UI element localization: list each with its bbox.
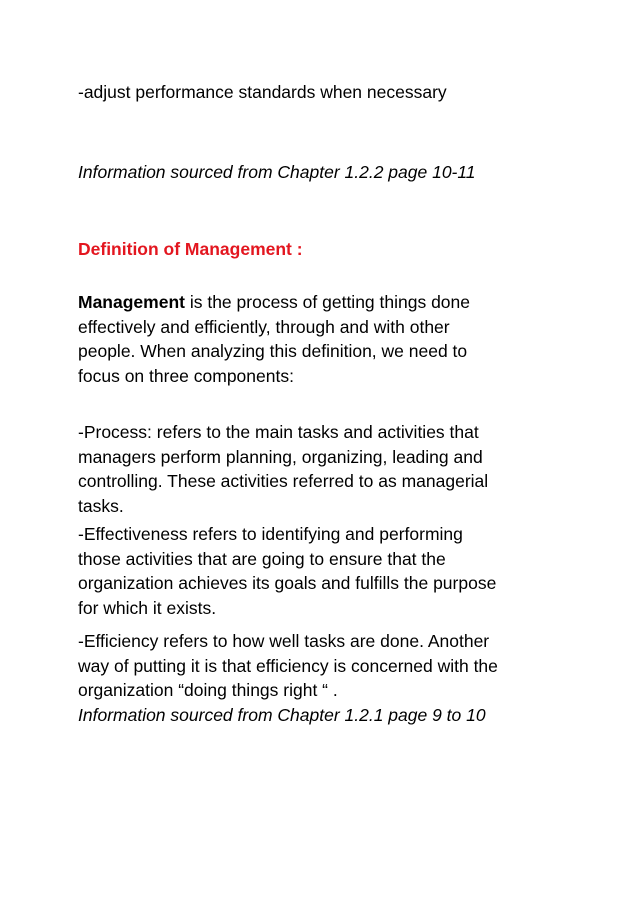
effectiveness-line: organization achieves its goals and fulfills the purpose xyxy=(78,573,497,593)
process-paragraph xyxy=(78,420,488,518)
definition-heading: Definition of Management : xyxy=(78,239,303,259)
efficiency-line: way of putting it is that efficiency is concerned with the xyxy=(78,655,498,676)
effectiveness-line: for which it exists. xyxy=(78,597,217,618)
source-citation-1: Information sourced from Chapter 1.2.2 page 10-11 xyxy=(78,162,476,182)
definition-line-3: people. When analyzing this definition, we need to xyxy=(78,341,468,361)
process-line: -Process: refers to the main tasks and activities that xyxy=(78,422,479,442)
adjust-standards-line: -adjust performance standards when necessary xyxy=(78,82,447,102)
efficiency-line: organization “doing things right “ . xyxy=(78,680,338,700)
process-line: controlling. These activities referred to as managerial xyxy=(78,471,489,491)
definition-line-2: effectively and efficiently, through and with other xyxy=(78,316,450,337)
efficiency-line: -Efficiency refers to how well tasks are done. Another xyxy=(78,631,490,651)
definition-line-4: focus on three components: xyxy=(78,365,294,386)
management-definition-paragraph xyxy=(78,290,470,388)
efficiency-paragraph xyxy=(78,629,498,727)
effectiveness-paragraph xyxy=(78,522,496,620)
effectiveness-line: -Effectiveness refers to identifying and performing xyxy=(78,524,463,544)
management-term: Management xyxy=(78,292,185,312)
process-line: managers perform planning, organizing, leading and xyxy=(78,446,483,467)
definition-line-1 xyxy=(78,290,470,315)
effectiveness-line: those activities that are going to ensure that the xyxy=(78,548,446,569)
source-citation-2: Information sourced from Chapter 1.2.1 page 9 to 10 xyxy=(78,704,486,725)
definition-line-1-rest: is the process of getting things done xyxy=(184,292,471,312)
process-line: tasks. xyxy=(78,495,124,516)
